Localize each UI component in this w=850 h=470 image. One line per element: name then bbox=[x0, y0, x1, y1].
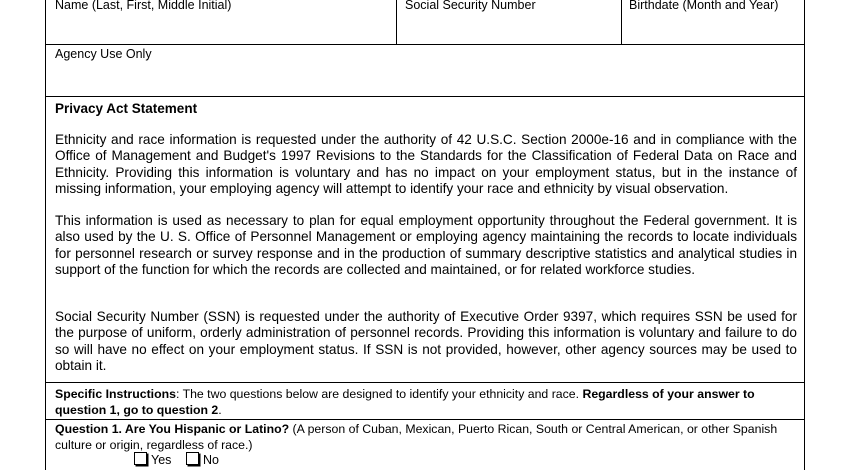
instructions-label: Specific Instructions bbox=[55, 387, 176, 401]
divider bbox=[46, 419, 804, 420]
yes-checkbox[interactable] bbox=[134, 452, 147, 465]
instructions-emphasis: Regardless of your answer to question 1, go to question 2 bbox=[55, 387, 755, 417]
instructions-end: . bbox=[218, 402, 222, 417]
privacy-act-title: Privacy Act Statement bbox=[55, 101, 198, 116]
agency-use-label: Agency Use Only bbox=[55, 47, 152, 61]
divider bbox=[46, 382, 804, 383]
option-no[interactable] bbox=[186, 452, 219, 467]
column-divider bbox=[621, 0, 622, 44]
privacy-paragraph: Ethnicity and race information is requested under the authority of 42 U.S.C. Section 2000e-16 and in compliance with the Office of Management and Budget's 1997 Revisions to the Standards for the Classification of Federal Data on Race and Ethnicity. Providing this information is voluntary and has no impact on your employment status, but in the instance of missing information, your employing agency will attempt to identify your race and ethnicity by visual observation. bbox=[55, 132, 797, 197]
option-no-label: No bbox=[203, 453, 219, 467]
instructions-text: : The two questions below are designed to identify your ethnicity and race. bbox=[175, 387, 583, 401]
question-1-label: Question 1. Are You Hispanic or Latino? bbox=[55, 422, 290, 436]
question-1 bbox=[55, 422, 797, 453]
birthdate-field-label: Birthdate (Month and Year) bbox=[629, 0, 779, 12]
specific-instructions bbox=[55, 387, 797, 418]
divider bbox=[46, 44, 804, 45]
column-divider bbox=[396, 0, 397, 44]
privacy-paragraph: Social Security Number (SSN) is requested under the authority of Executive Order 9397, which requires SSN be used for the purpose of uniform, orderly administration of personnel records. Providing this information is voluntary and failure to do so will have no effect on your employment status. If SSN is not provided, however, other agency sources may be used to obtain it. bbox=[55, 309, 797, 374]
form-section bbox=[45, 0, 805, 470]
no-checkbox[interactable] bbox=[186, 452, 199, 465]
question-1-text: (A person of Cuban, Mexican, Puerto Rican, South or Central American, or other Spanish culture or origin, regardless of race.) bbox=[55, 422, 778, 452]
option-yes[interactable] bbox=[134, 452, 171, 467]
privacy-paragraph: This information is used as necessary to plan for equal employment opportunity throughout the Federal government. It is also used by the U. S. Office of Personnel Management or employing agency maintaining the records to locate individuals for personnel research or survey response and in the production of summary descriptive statistics and analytical studies in support of the function for which the records are collected and maintained, or for related workforce studies. bbox=[55, 213, 797, 278]
name-field-label: Name (Last, First, Middle Initial) bbox=[55, 0, 232, 12]
divider bbox=[46, 96, 804, 97]
option-yes-label: Yes bbox=[151, 453, 172, 467]
ssn-field-label: Social Security Number bbox=[405, 0, 536, 12]
